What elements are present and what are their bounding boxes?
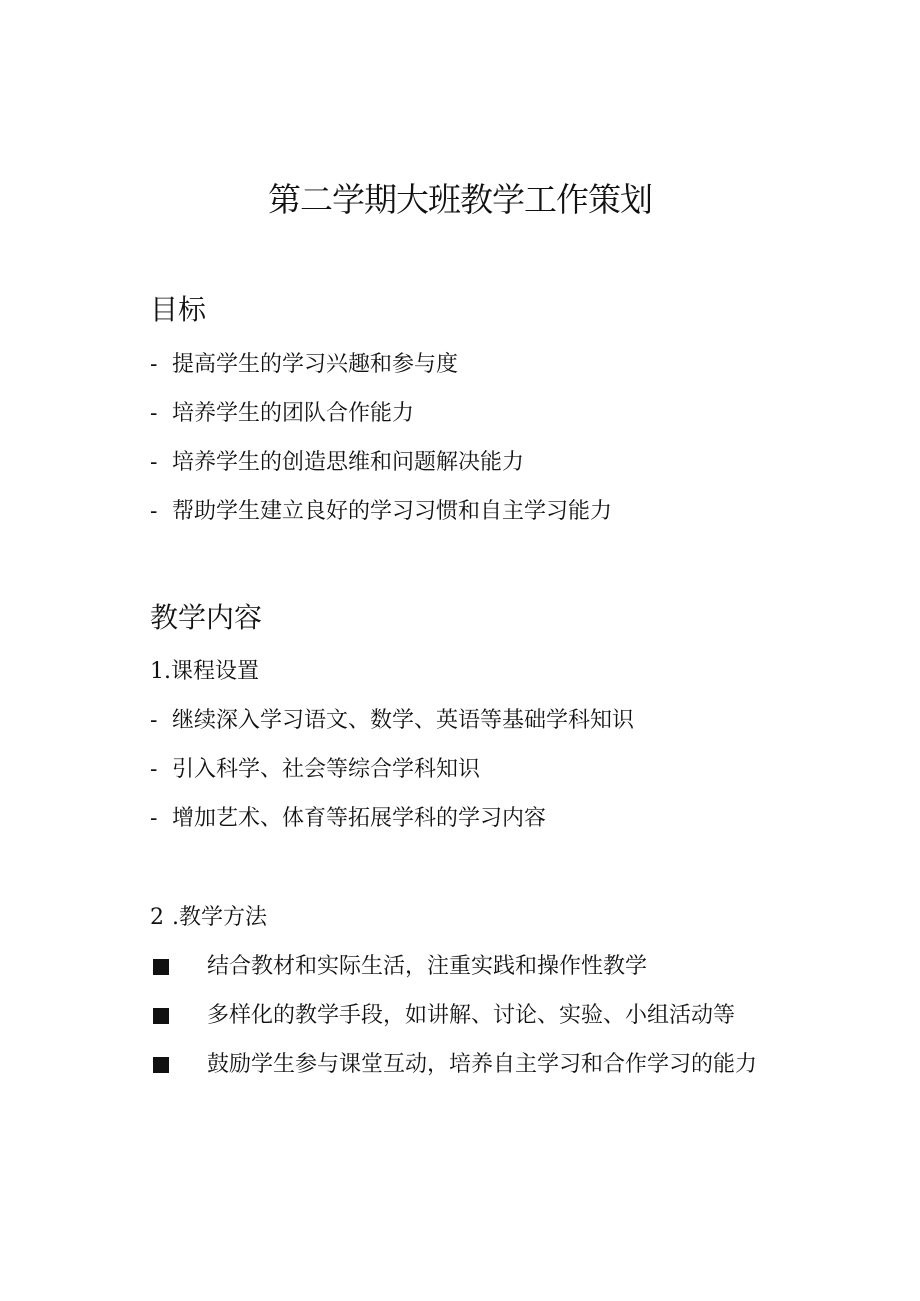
section2-label [150, 903, 267, 933]
square-bullet-icon [153, 959, 169, 975]
dash-marker: - [150, 352, 158, 377]
course-item [150, 804, 546, 834]
section1-label: 1.课程设置 [150, 659, 259, 684]
goal-item-text: 培养学生的团队合作能力 [172, 401, 415, 426]
goal-item [150, 497, 612, 527]
square-bullet-icon [153, 1008, 169, 1024]
dash-marker: - [150, 499, 158, 524]
dash-marker: - [150, 708, 158, 733]
dash-marker: - [150, 401, 158, 426]
dash-marker: - [150, 806, 158, 831]
dash-marker: - [150, 757, 158, 782]
goal-item-text: 提高学生的学习兴趣和参与度 [172, 352, 459, 377]
dash-marker: - [150, 450, 158, 475]
goal-item [150, 399, 414, 429]
goals-heading: 目标 [150, 293, 207, 326]
goal-item [150, 350, 458, 380]
course-item-text: 继续深入学习语文、数学、英语等基础学科知识 [172, 708, 635, 733]
course-item [150, 706, 634, 736]
goal-item [150, 448, 524, 478]
course-item-text: 增加艺术、体育等拓展学科的学习内容 [172, 806, 547, 831]
method-item-text: 鼓励学生参与课堂互动，培养自主学习和合作学习的能力 [207, 1052, 758, 1077]
document-title: 第二学期大班教学工作策划 [268, 180, 652, 219]
goal-item-text: 帮助学生建立良好的学习习惯和自主学习能力 [172, 499, 613, 524]
goal-item-text: 培养学生的创造思维和问题解决能力 [172, 450, 525, 475]
method-item-text: 多样化的教学手段，如讲解、讨论、实验、小组活动等 [207, 1003, 736, 1028]
course-item-text: 引入科学、社会等综合学科知识 [172, 757, 481, 782]
content-heading: 教学内容 [150, 601, 263, 634]
section2-number: 2 [150, 905, 164, 930]
square-bullet-icon [153, 1057, 169, 1073]
section2-label-text: .教学方法 [172, 905, 267, 930]
course-item [150, 755, 480, 785]
method-item-text: 结合教材和实际生活，注重实践和操作性教学 [207, 954, 648, 979]
